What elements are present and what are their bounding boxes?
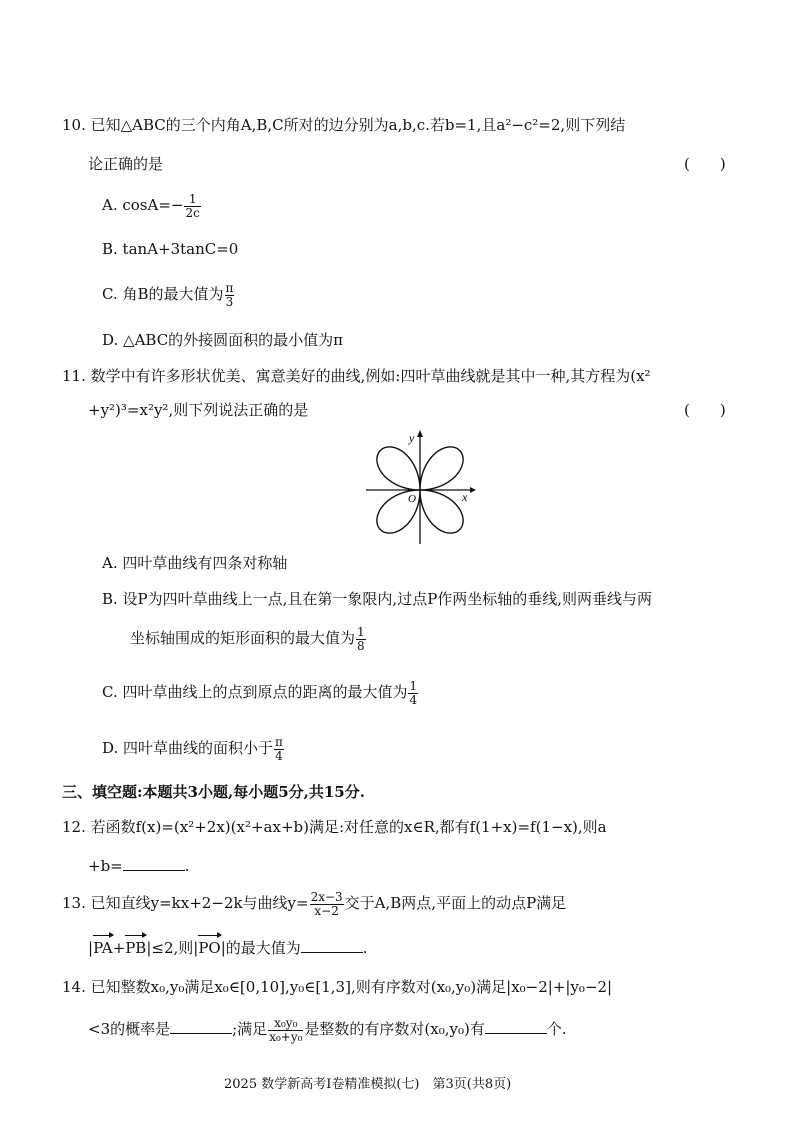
q13-plus: +	[112, 939, 126, 957]
q12-line2	[88, 856, 190, 875]
vector-arrow	[198, 935, 220, 936]
q14-line2-mid: ;满足	[232, 1020, 268, 1039]
q13-line2-end: |的最大值为	[220, 939, 301, 957]
q10-option-b: B. tanA+3tanC=0	[102, 240, 239, 258]
q13-abs-bar: |	[88, 939, 94, 957]
frac-numerator: 1	[184, 193, 200, 207]
q13-answer-blank[interactable]	[301, 938, 363, 953]
q13-line2-final: .	[362, 939, 368, 957]
page-footer: 2025 数学新高考Ⅰ卷精准模拟(七) 第3页(共8页)	[224, 1077, 512, 1092]
frac-denominator: 4	[275, 748, 283, 763]
q10-line1: 10. 已知△ABC的三个内角A,B,C所对的边分别为a,b,c.若b=1,且a²−c²=2,则下列结	[62, 116, 626, 134]
q14-line2-mid2: 是整数的有序数对(x₀,y₀)有	[304, 1020, 485, 1039]
q10-option-c-fraction	[225, 282, 235, 308]
frac-denominator: 3	[225, 294, 234, 309]
q10-line2: 论正确的是	[88, 155, 164, 173]
q12-answer-blank[interactable]	[123, 856, 185, 871]
four-leaf-clover-figure	[362, 428, 482, 546]
x-axis-label: x	[462, 490, 468, 504]
frac-numerator: 2x−3	[310, 890, 343, 904]
vector-arrow	[93, 935, 113, 936]
vector-pa-label: PA	[93, 939, 113, 957]
vector-pa	[93, 939, 113, 957]
origin-label: O	[408, 493, 416, 505]
q13-line1-end: 交于A,B两点,平面上的动点P满足	[344, 894, 567, 913]
frac-denominator: 4	[409, 692, 418, 707]
q11-option-b-fraction	[356, 626, 366, 652]
vector-pb	[125, 939, 146, 957]
y-axis-label: y	[409, 431, 415, 445]
q11-option-a: A. 四叶草曲线有四条对称轴	[102, 554, 288, 572]
frac-denominator: 8	[357, 638, 365, 653]
q11-option-d-fraction	[274, 736, 284, 762]
q13-line2	[88, 937, 368, 958]
q14-answer-blank-1[interactable]	[170, 1019, 232, 1034]
q10-option-a	[102, 193, 202, 219]
frac-numerator: 1	[409, 679, 418, 693]
q11-line1: 11. 数学中有许多形状优美、寓意美好的曲线,例如:四叶草曲线就是其中一种,其方程为(x²	[62, 367, 651, 385]
q12-line2-text: +b=	[88, 857, 123, 875]
frac-denominator: 2c	[185, 205, 200, 220]
q10-option-a-fraction	[184, 193, 200, 219]
frac-numerator: 1	[357, 625, 365, 639]
frac-denominator: x−2	[314, 903, 339, 918]
frac-numerator: π	[225, 281, 234, 295]
q10-answer-paren: ( )	[684, 155, 726, 173]
x-axis-arrow	[470, 487, 476, 493]
q11-line2: +y²)³=x²y²,则下列说法正确的是	[88, 401, 309, 419]
q13-line2-mid: |≤2,则|	[146, 939, 199, 957]
q11-option-d	[102, 736, 285, 762]
q14-line1: 14. 已知整数x₀,y₀满足x₀∈[0,10],y₀∈[1,3],则有序数对(x₀,y₀)满足|x₀−2|+|y₀−2|	[62, 978, 613, 996]
q10-option-d: D. △ABC的外接圆面积的最小值为π	[102, 331, 344, 349]
q13-line1	[62, 891, 566, 917]
q11-option-b-line1: B. 设P为四叶草曲线上一点,且在第一象限内,过点P作两坐标轴的垂线,则两垂线与两	[102, 590, 653, 608]
q11-option-b-line2	[130, 626, 367, 652]
vector-po-label: PO	[198, 939, 221, 957]
q11-option-c	[102, 680, 419, 706]
vector-po	[198, 939, 220, 957]
q11-option-c-text: C. 四叶草曲线上的点到原点的距离的最大值为	[102, 683, 408, 702]
q14-line2-end: 个.	[546, 1020, 567, 1039]
q11-option-d-text: D. 四叶草曲线的面积小于	[102, 739, 274, 758]
frac-numerator: π	[275, 735, 283, 749]
q13-fraction	[310, 891, 344, 917]
q14-fraction	[268, 1017, 303, 1043]
q10-option-a-text: A. cosA=−	[102, 196, 184, 215]
frac-denominator: x₀+y₀	[269, 1029, 303, 1044]
q11-option-c-fraction	[408, 680, 418, 706]
q14-answer-blank-2[interactable]	[485, 1019, 547, 1034]
q12-line2-end: .	[184, 857, 190, 875]
q10-option-c	[102, 282, 235, 308]
q14-line2-text: <3的概率是	[88, 1020, 171, 1039]
vector-arrow	[125, 935, 146, 936]
section-3-heading: 三、填空题:本题共3小题,每小题5分,共15分.	[62, 783, 365, 801]
frac-numerator: x₀y₀	[268, 1017, 303, 1031]
y-axis-arrow	[417, 430, 423, 437]
q10-option-c-text: C. 角B的最大值为	[102, 285, 224, 304]
q13-line1-text: 13. 已知直线y=kx+2−2k与曲线y=	[62, 894, 309, 913]
q11-answer-paren: ( )	[684, 401, 726, 419]
vector-pb-label: PB	[125, 939, 147, 957]
q14-line2	[88, 1017, 567, 1043]
q12-line1: 12. 若函数f(x)=(x²+2x)(x²+ax+b)满足:对任意的x∈R,都有f(1+x)=f(1−x),则a	[62, 818, 607, 836]
q11-option-b-text: 坐标轴围成的矩形面积的最大值为	[130, 629, 356, 648]
